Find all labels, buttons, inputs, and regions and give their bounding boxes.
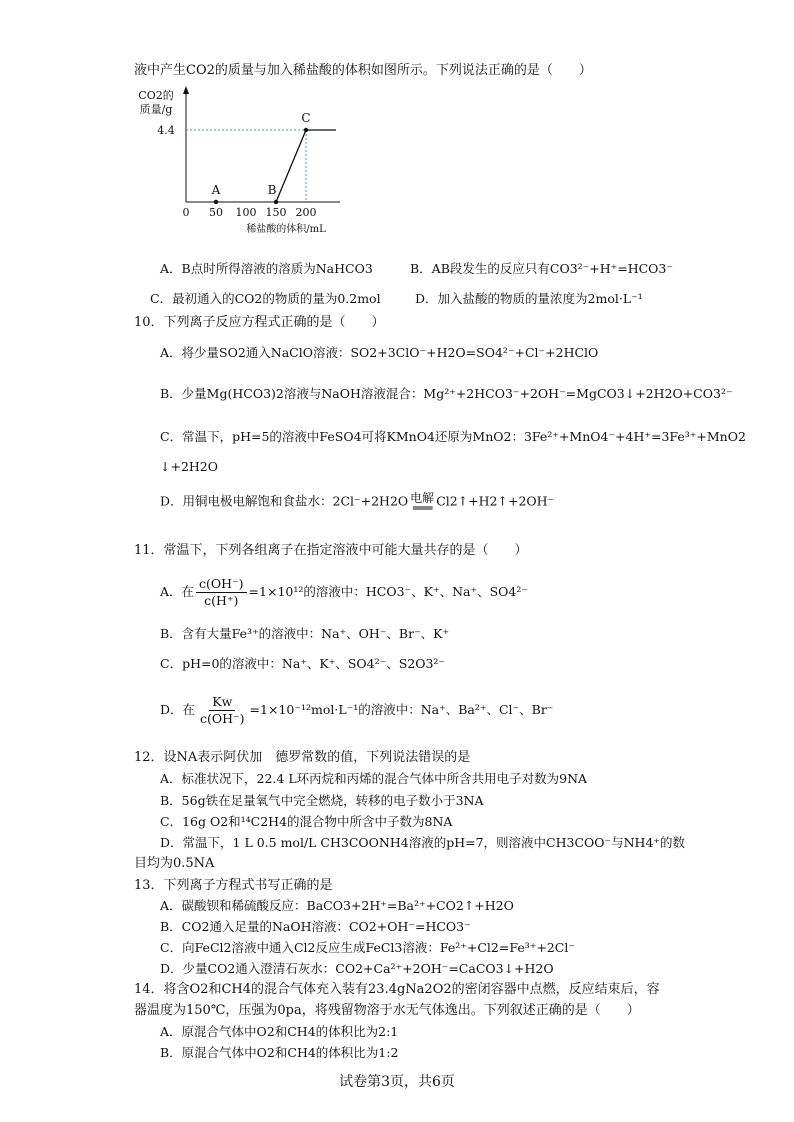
series-line (276, 130, 306, 202)
fraction-numerator: Kw (209, 694, 235, 711)
x-tick-label: 100 (235, 206, 257, 219)
q11-a-suffix: =1×10¹²的溶液中：HCO3⁻、K⁺、Na⁺、SO4²⁻ (248, 584, 528, 599)
co2-chart (130, 82, 370, 242)
q12-option-c: C．16g O2和¹⁴C2H4的混合物中所含中子数为8NA (160, 814, 453, 829)
y-axis-arrow (183, 86, 189, 94)
q12-option-d-line2: 目均为0.5NA (134, 856, 215, 871)
x-tick-label: 200 (295, 206, 317, 219)
q11-option-b: B．含有大量Fe³⁺的溶液中：Na⁺、OH⁻、Br⁻、K⁺ (160, 626, 450, 641)
fraction-numerator: c(OH⁻) (196, 576, 247, 593)
fraction-denominator: c(H⁺) (204, 593, 239, 608)
equals-bar: ═══ (412, 501, 432, 515)
data-point-b (274, 200, 278, 204)
chart-axes (183, 86, 340, 202)
question-intro: 液中产生CO2的质量与加入稀盐酸的体积如图所示。下列说法正确的是（ ） (134, 63, 592, 78)
q12-option-d-line1: D．常温下，1 L 0.5 mol/L CH3COONH4溶液的pH=7，则溶液中CH3COO⁻与NH4⁺的数 (160, 835, 686, 850)
fraction-denominator: c(OH⁻) (200, 711, 245, 726)
q10-option-a: A．将少量SO2通入NaClO溶液：SO2+3ClO⁻+H2O=SO4²⁻+Cl⁻+2HClO (160, 345, 599, 360)
q14-stem-line1: 14．将含O2和CH4的混合气体充入装有23.4gNa2O2的密闭容器中点燃，反应结束后，容 (134, 982, 660, 997)
q14-option-b: B．原混合气体中O2和CH4的体积比为1:2 (160, 1045, 399, 1060)
q10-stem: 10．下列离子反应方程式正确的是（ ） (134, 315, 385, 330)
q11-a-fraction (196, 576, 247, 609)
q14-option-a: A．原混合气体中O2和CH4的体积比为2:1 (160, 1024, 399, 1039)
q9-option-b: B．AB段发生的反应只有CO3²⁻+H⁺=HCO3⁻ (410, 261, 673, 276)
q11-d-suffix: =1×10⁻¹²mol·L⁻¹的溶液中：Na⁺、Ba²⁺、Cl⁻、Br⁻ (249, 702, 554, 717)
x-tick-label: 150 (265, 206, 287, 219)
point-label-c: C (301, 111, 311, 125)
q11-d-fraction (197, 694, 248, 727)
q10-option-b: B．少量Mg(HCO3)2溶液与NaOH溶液混合：Mg²⁺+2HCO3⁻+2OH⁻=MgCO3↓+2H2O+CO3²⁻ (160, 386, 733, 401)
q11-option-a (160, 572, 528, 612)
q14-stem-line2: 器温度为150℃，压强为0pa，将残留物溶于水无气体逸出。下列叙述正确的是（ ） (134, 1003, 640, 1018)
chart-marks (186, 128, 336, 204)
y-axis-label: CO2的 (138, 89, 174, 102)
q13-option-b: B．CO2通入足量的NaOH溶液：CO2+OH⁻=HCO3⁻ (160, 919, 471, 934)
q10-option-c-line1: C．常温下，pH=5的溶液中FeSO4可将KMnO4还原为MnO2：3Fe²⁺+MnO4⁻+4H⁺=3Fe³⁺+MnO2 (160, 429, 746, 444)
q12-option-b: B．56g铁在足量氧气中完全燃烧，转移的电子数小于3NA (160, 793, 484, 808)
page-footer: 试卷第3页，共6页 (339, 1074, 455, 1090)
q9-option-a: A．B点时所得溶液的溶质为NaHCO3 (160, 261, 373, 276)
x-tick-label: 0 (182, 206, 190, 219)
q13-option-c: C．向FeCl2溶液中通入Cl2反应生成FeCl3溶液：Fe²⁺+Cl2=Fe³⁺+2Cl⁻ (160, 940, 575, 955)
q10-option-d (160, 491, 555, 515)
q9-option-c: C．最初通入的CO2的物质的量为0.2mol (150, 291, 381, 306)
y-axis-label: 质量/g (139, 103, 173, 116)
q12-stem: 12．设NA表示阿伏加 德罗常数的值，下列说法错误的是 (134, 750, 471, 765)
q12-option-a: A．标准状况下，22.4 L环丙烷和丙烯的混合气体中所含共用电子对数为9NA (160, 771, 588, 786)
data-point-a (214, 200, 218, 204)
q10-d-prefix: D．用铜电极电解饱和食盐水：2Cl⁻+2H2O (160, 493, 409, 509)
q9-option-d: D．加入盐酸的物质的量浓度为2mol·L⁻¹ (415, 291, 643, 306)
x-axis-label: 稀盐酸的体积/mL (246, 224, 326, 235)
data-point-c (304, 128, 308, 132)
electrolysis-condition (410, 491, 435, 515)
q10-d-products: Cl2↑+H2↑+2OH⁻ (436, 493, 555, 509)
q11-option-c: C．pH=0的溶液中：Na⁺、K⁺、SO4²⁻、S2O3²⁻ (160, 656, 446, 671)
x-tick-label: 50 (209, 206, 223, 219)
chart-labels (138, 89, 326, 235)
q13-option-a: A．碳酸钡和稀硫酸反应：BaCO3+2H⁺=Ba²⁺+CO2↑+H2O (160, 898, 514, 913)
q11-d-prefix: D．在 (160, 702, 196, 717)
q11-stem: 11．常温下，下列各组离子在指定溶液中可能大量共存的是（ ） (134, 543, 528, 558)
q13-option-d: D．少量CO2通入澄清石灰水：CO2+Ca²⁺+2OH⁻=CaCO3↓+H2O (160, 961, 554, 976)
q10-option-c-line2: ↓+2H2O (160, 459, 219, 474)
electrolysis-label: 电解 (410, 491, 435, 505)
point-label-a: A (211, 183, 221, 197)
y-tick-label: 4.4 (157, 124, 175, 137)
q11-option-d (160, 690, 553, 730)
q11-a-prefix: A．在 (160, 584, 195, 599)
point-label-b: B (267, 183, 277, 197)
q13-stem: 13．下列离子方程式书写正确的是 (134, 878, 333, 893)
